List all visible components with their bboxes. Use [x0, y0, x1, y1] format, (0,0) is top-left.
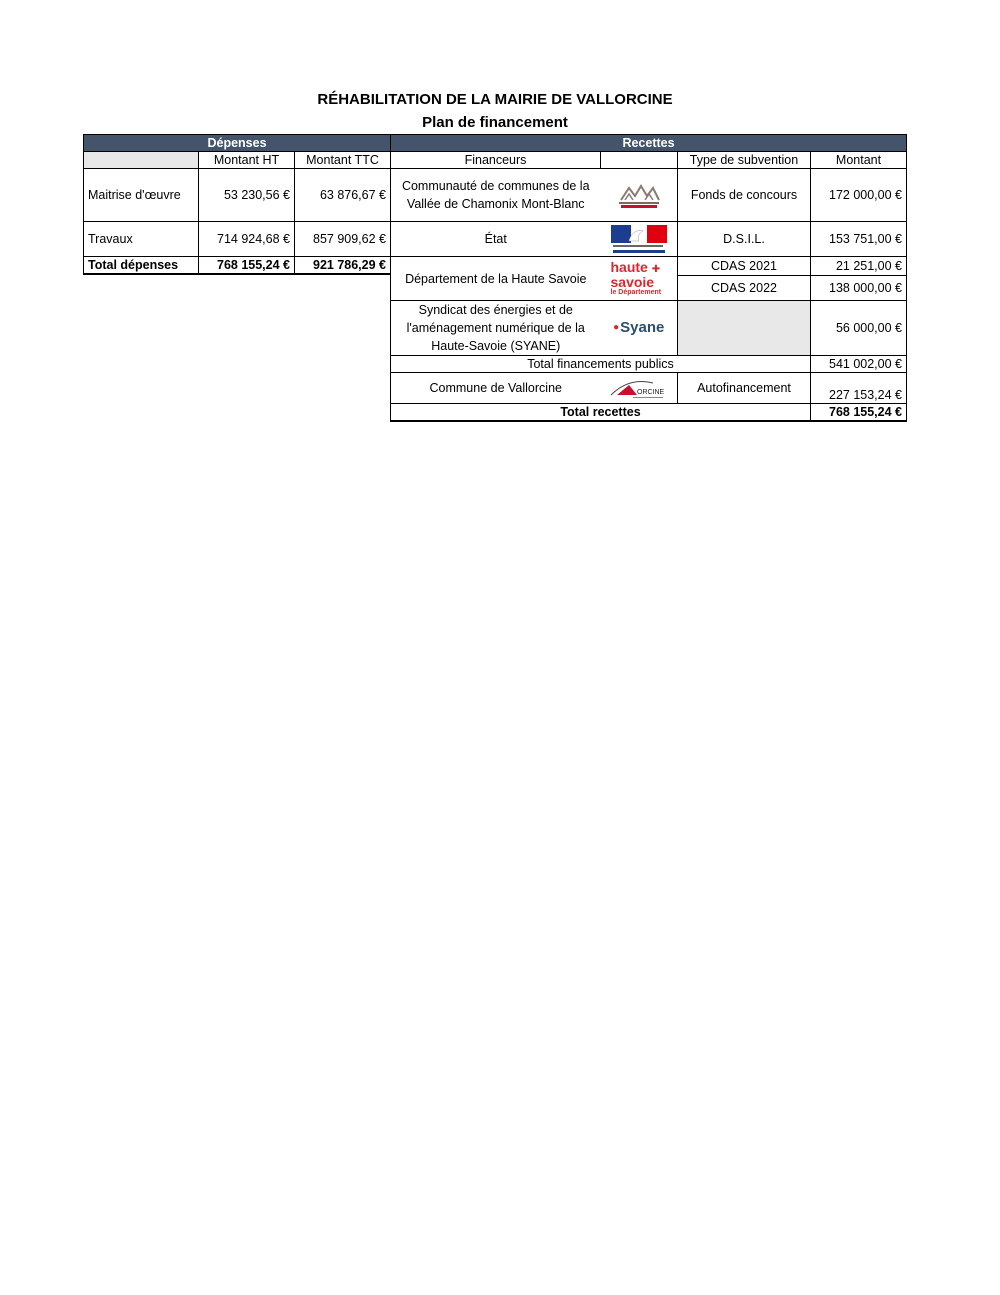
total-depenses-label: Total dépenses: [84, 257, 199, 275]
col-header-montant: Montant: [811, 152, 907, 169]
total-recettes-montant: 768 155,24 €: [811, 404, 907, 422]
col-header-ttc: Montant TTC: [295, 152, 391, 169]
vallorcine-logo: [601, 373, 678, 404]
ccvcmb-logo: [601, 169, 678, 222]
depenses-table: [83, 134, 391, 275]
republique-francaise-logo: [601, 222, 678, 257]
depense-ht: 714 924,68 €: [199, 222, 295, 257]
subvention-montant: 153 751,00 €: [811, 222, 907, 257]
subvention-type: Autofinancement: [678, 373, 811, 404]
depense-label: Maitrise d'œuvre: [84, 169, 199, 222]
subvention-type-empty: [678, 301, 811, 356]
financeur-name: État: [391, 222, 601, 257]
subvention-montant: 227 153,24 €: [811, 373, 907, 404]
table-row: [84, 169, 391, 222]
empty-header-cell: [84, 152, 199, 169]
subvention-montant: 21 251,00 €: [811, 257, 907, 276]
col-header-ht: Montant HT: [199, 152, 295, 169]
page-title: RÉHABILITATION DE LA MAIRIE DE VALLORCINE: [317, 91, 673, 108]
total-depenses-ttc: 921 786,29 €: [295, 257, 391, 275]
subvention-montant: 172 000,00 €: [811, 169, 907, 222]
syane-logo: ● Syane: [601, 301, 678, 356]
subvention-type: CDAS 2022: [678, 276, 811, 301]
subvention-montant: 138 000,00 €: [811, 276, 907, 301]
col-header-financeurs: Financeurs: [391, 152, 601, 169]
table-row: [391, 169, 907, 222]
subvention-type: D.S.I.L.: [678, 222, 811, 257]
total-depenses-ht: 768 155,24 €: [199, 257, 295, 275]
depense-label: Travaux: [84, 222, 199, 257]
subvention-type: Fonds de concours: [678, 169, 811, 222]
depenses-header: Dépenses: [84, 135, 391, 152]
depense-ttc: 857 909,62 €: [295, 222, 391, 257]
subvention-montant: 56 000,00 €: [811, 301, 907, 356]
svg-text:ORCINE: ORCINE: [636, 389, 664, 396]
financeur-name: Département de la Haute Savoie: [391, 257, 601, 301]
table-row: [391, 373, 907, 404]
recettes-header: Recettes: [391, 135, 907, 152]
table-row: [391, 301, 907, 356]
recettes-table: [390, 134, 907, 422]
financeur-name: Communauté de communes de la Vallée de Chamonix Mont-Blanc: [391, 169, 601, 222]
total-recettes-label: Total recettes: [391, 404, 811, 422]
col-header-type: Type de subvention: [678, 152, 811, 169]
total-row: [391, 404, 907, 422]
table-row: [391, 222, 907, 257]
haute-savoie-logo: haute ✚ savoie le Département: [601, 257, 678, 301]
total-row: [84, 257, 391, 275]
table-row: [84, 222, 391, 257]
total-public-label: Total financements publics: [391, 356, 811, 373]
depense-ht: 53 230,56 €: [199, 169, 295, 222]
total-public-montant: 541 002,00 €: [811, 356, 907, 373]
financeur-name: Syndicat des énergies et de l'aménagement numérique de la Haute-Savoie (SYANE): [391, 301, 601, 356]
subvention-type: CDAS 2021: [678, 257, 811, 276]
col-header-logo: [601, 152, 678, 169]
financeur-name: Commune de Vallorcine: [391, 373, 601, 404]
page-subtitle: Plan de financement: [422, 114, 568, 131]
table-row: [391, 257, 907, 276]
subtotal-row: [391, 356, 907, 373]
depense-ttc: 63 876,67 €: [295, 169, 391, 222]
